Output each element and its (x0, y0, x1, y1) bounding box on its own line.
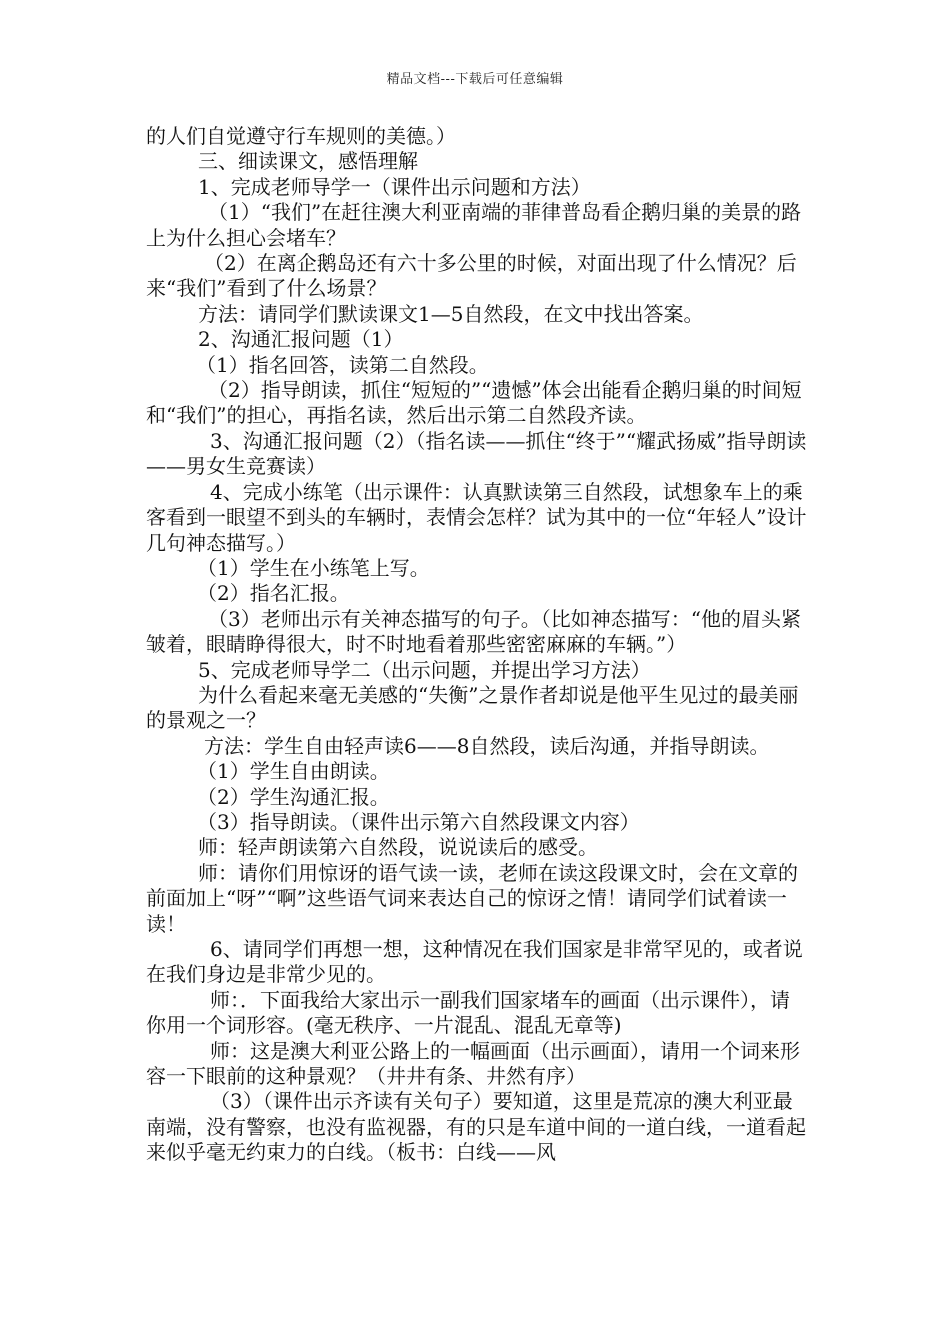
paragraph: （2）学生沟通汇报。 (197, 784, 390, 809)
paragraph: 2、沟通汇报问题（1） (198, 327, 404, 352)
paragraph: （2）指名汇报。 (197, 581, 350, 606)
paragraph: （3）老师出示有关神态描写的句子。（比如神态描写：“他的眉头紧皱着，眼睛睁得很大，时不时地看着那些密密麻麻的车辆。”） (146, 606, 801, 657)
paragraph: 师：请你们用惊讶的语气读一读，老师在读这段课文时，会在文章的前面加上“呀”“啊”这些语气词来表达自己的惊讶之情！请同学们试着读一读！ (146, 860, 798, 936)
paragraph: 6、请同学们再想一想，这种情况在我们国家是非常罕见的，或者说在我们身边是非常少见的。 (146, 937, 803, 987)
paragraph: 师：这是澳大利亚公路上的一幅画面（出示画面），请用一个词来形容一下眼前的这种景观？（井井有条、井然有序） (146, 1038, 800, 1089)
paragraph: 方法：请同学们默读课文1—5自然段，在文中找出答案。 (198, 301, 704, 326)
paragraph: 为什么看起来毫无美感的“失衡”之景作者却说是他平生见过的最美丽的景观之一？ (146, 682, 799, 733)
paragraph: （1）指名回答，读第二自然段。 (196, 352, 489, 377)
section-heading: 三、细读课文，感悟理解 (198, 149, 418, 174)
paragraph: （3）指导朗读。（课件出示第六自然段课文内容） (197, 809, 640, 834)
paragraph: 师：轻声朗读第六自然段，说说读后的感受。 (198, 835, 598, 860)
paragraph: 3、沟通汇报问题（2）（指名读——抓住“终于”“耀武扬威”指导朗读——男女生竞赛读） (146, 428, 807, 479)
paragraph: （3）（课件出示齐读有关句子）要知道，这里是荒凉的澳大利亚最南端，没有警察，也没有监视器，有的只是车道中间的一道白线，一道看起来似乎毫无约束力的白线。（板书：白线——风 (146, 1089, 806, 1165)
paragraph: 4、完成小练笔（出示课件：认真默读第三自然段，试想象车上的乘客看到一眼望不到头的车辆时，表情会怎样？试为其中的一位“年轻人”设计几句神态描写。） (146, 479, 807, 555)
paragraph: 1、完成老师导学一（课件出示问题和方法） (198, 174, 591, 199)
document-body (146, 124, 808, 1166)
paragraph: （1）学生自由朗读。 (197, 759, 390, 784)
paragraph: （1）学生在小练笔上写。 (197, 555, 430, 580)
page-header: 精品文档---下载后可任意编辑 (386, 72, 564, 87)
paragraph: （2）在离企鹅岛还有六十多公里的时候，对面出现了什么情况？后来“我们”看到了什么场景？ (146, 251, 797, 301)
paragraph: 5、完成老师导学二（出示问题，并提出学习方法） (198, 657, 651, 682)
paragraph: 师：．下面我给大家出示一副我们国家堵车的画面（出示课件），请你用一个词形容。(毫无秩序、一片混乱、混乱无章等) (146, 987, 790, 1038)
paragraph: 方法：学生自由轻声读6——8自然段，读后沟通，并指导朗读。 (204, 733, 770, 758)
paragraph: 的人们自觉遵守行车规则的美德。） (146, 124, 456, 148)
paragraph: （1）“我们”在赶往澳大利亚南端的菲律普岛看企鹅归巢的美景的路上为什么担心会堵车？ (146, 200, 802, 250)
paragraph: （2）指导朗读，抓住“短短的”“遗憾”体会出能看企鹅归巢的时间短和“我们”的担心，再指名读，然后出示第二自然段齐读。 (146, 378, 802, 428)
